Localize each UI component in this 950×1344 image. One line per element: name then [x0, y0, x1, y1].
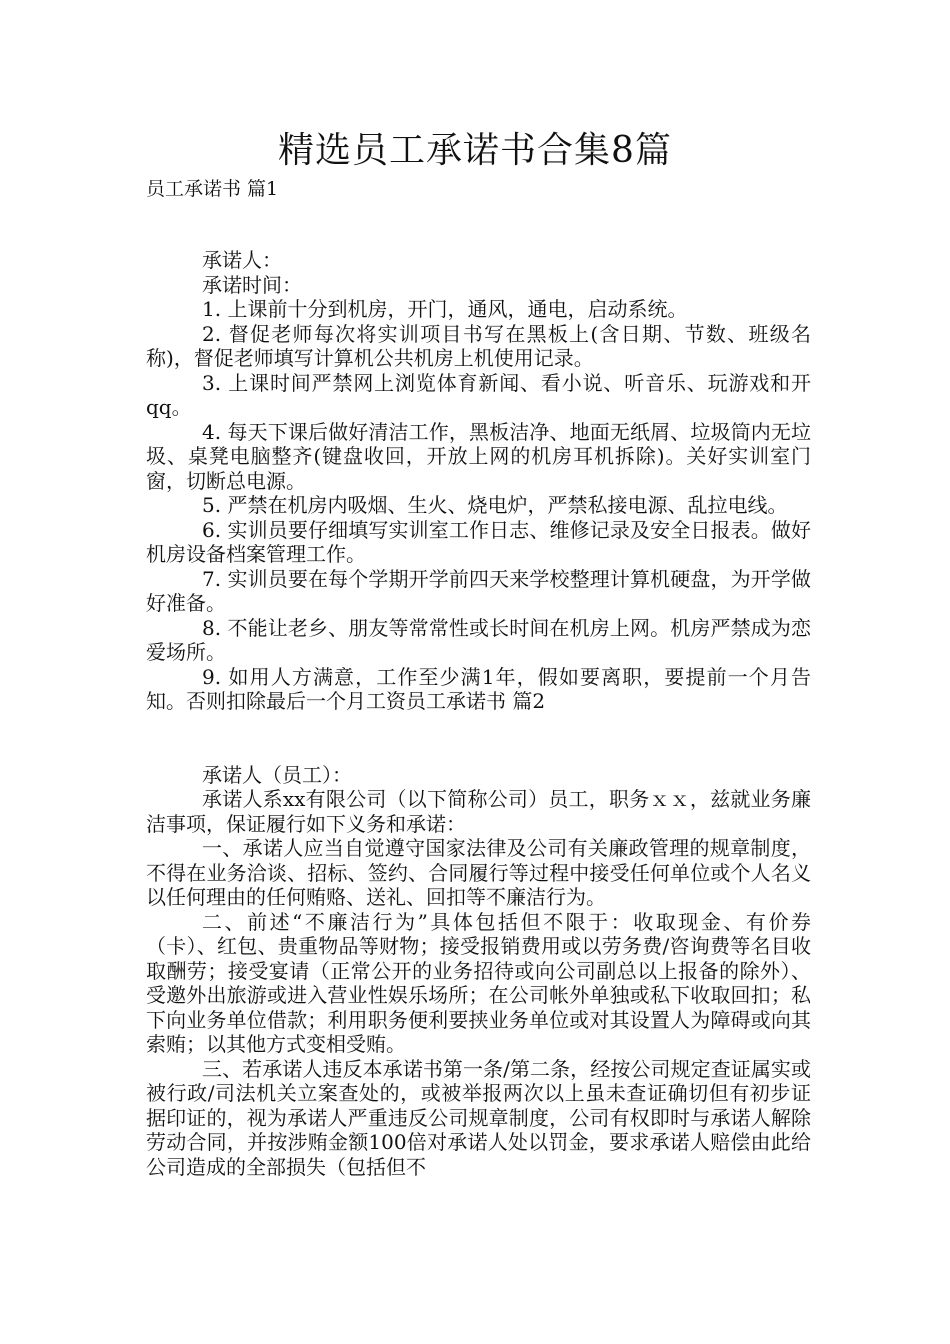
paragraph: 承诺时间：	[202, 272, 302, 297]
paragraph: 承诺人（员工）：	[202, 762, 352, 787]
paragraph: 8. 不能让老乡、朋友等常常性或长时间在机房上网。机房严禁成为恋爱场所。	[146, 615, 811, 664]
paragraph: 4. 每天下课后做好清洁工作，黑板洁净、地面无纸屑、垃圾筒内无垃圾、桌凳电脑整齐(键盘收回，开放上网的机房耳机拆除)。关好实训室门窗，切断总电源。	[146, 419, 811, 493]
paragraph: 7. 实训员要在每个学期开学前四天来学校整理计算机硬盘，为开学做好准备。	[146, 566, 811, 615]
paragraph: 一、承诺人应当自觉遵守国家法律及公司有关廉政管理的规章制度，不得在业务洽谈、招标、签约、合同履行等过程中接受任何单位或个人名义以任何理由的任何贿赂、送礼、回扣等不廉洁行为。	[146, 836, 811, 909]
section-heading: 员工承诺书 篇1	[146, 178, 279, 200]
paragraph: 5. 严禁在机房内吸烟、生火、烧电炉，严禁私接电源、乱拉电线。	[202, 493, 788, 517]
paragraph: 2. 督促老师每次将实训项目书写在黑板上(含日期、节数、班级名称)，督促老师填写计算机公共机房上机使用记录。	[146, 321, 811, 370]
paragraph: 6. 实训员要仔细填写实训室工作日志、维修记录及安全日报表。做好机房设备档案管理工作。	[146, 517, 811, 566]
paragraph: 9. 如用人方满意，工作至少满1年，假如要离职，要提前一个月告知。否则扣除最后一个月工资员工承诺书 篇2	[146, 664, 811, 713]
paragraph: 1. 上课前十分到机房，开门，通风，通电，启动系统。	[202, 297, 688, 321]
document-title: 精选员工承诺书合集8篇	[278, 130, 672, 171]
paragraph: 承诺人系xx有限公司（以下简称公司）员工，职务ｘｘ，兹就业务廉洁事项，保证履行如下义务和承诺：	[146, 787, 811, 836]
document-body	[146, 248, 811, 1179]
paragraph: 3. 上课时间严禁网上浏览体育新闻、看小说、听音乐、玩游戏和开qq。	[146, 370, 811, 419]
paragraph: 二、前述“不廉洁行为”具体包括但不限于：收取现金、有价券（卡）、红包、贵重物品等财物；接受报销费用或以劳务费/咨询费等名目收取酬劳；接受宴请（正常公开的业务招待或向公司副总以上报备的除外）、受邀外出旅游或进入营业性娱乐场所；在公司帐外单独或私下收取回扣；私下向业务单位借款；利用职务便利要挟业务单位或对其设置人为障碍或向其索贿；以其他方式变相受贿。	[146, 909, 811, 1056]
section-spacer	[146, 714, 811, 763]
paragraph: 承诺人：	[202, 248, 282, 272]
paragraph: 三、若承诺人违反本承诺书第一条/第二条，经按公司规定查证属实或被行政/司法机关立案查处的，或被举报两次以上虽未查证确切但有初步证据印证的，视为承诺人严重违反公司规章制度，公司有权即时与承诺人解除劳动合同，并按涉贿金额100倍对承诺人处以罚金，要求承诺人赔偿由此给公司造成的全部损失（包括但不	[146, 1056, 811, 1179]
